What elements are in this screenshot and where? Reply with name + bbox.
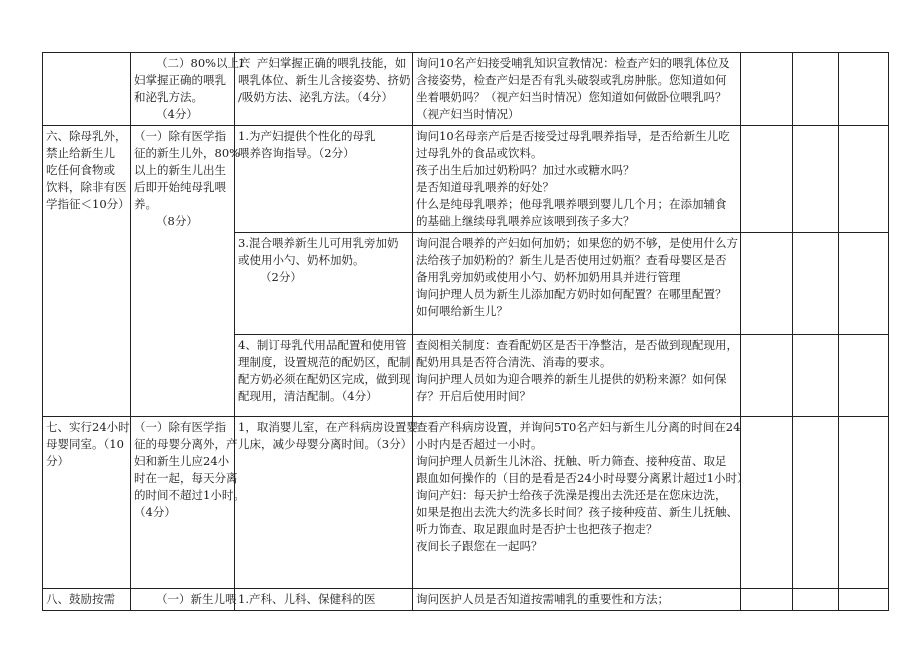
inspection-table — [42, 52, 889, 611]
item-cell: 1，取消婴儿室，在产科病房设置婴 儿床，减少母婴分离时间。（3分） — [235, 417, 413, 589]
table-row — [43, 589, 889, 611]
score-cell — [793, 417, 839, 589]
table-row — [43, 53, 889, 126]
item-cell: 3.混合喂养新生儿可用乳旁加奶 或使用小勺、奶杯加奶。 （2分） — [235, 233, 413, 335]
table-row — [43, 126, 889, 233]
method-cell: 查看产科病房设置，并询问5T0名产妇与新生儿分离的时间在24 小时内是否超过一小时。 询问护理人员新生儿沐浴、抚触、听力筛查、接种疫苗、取足 跟血如何操作的（目的是看是否24小时母婴分离累计超过1小时） 询问产妇：每天护士给孩子洗澡是搜出去洗还是在您床边洗， 如果是抱出去洗大约洗多长时间？孩子接种疫苗、新生儿抚触、 听力饰查、取足跟血时是否护士也把孩子抱走？ 夜间长子跟您在一起吗？ — [413, 417, 741, 589]
score-cell — [741, 589, 793, 611]
standard-cell: （一）新生儿喂 — [131, 589, 235, 611]
category-cell: 六、除母乳外， 禁止给新生儿 吃任何食物或 饮料，除非有医 学指征＜10分） — [43, 126, 131, 417]
score-cell — [741, 126, 793, 233]
score-cell — [741, 233, 793, 335]
score-cell — [741, 335, 793, 417]
category-cell — [43, 53, 131, 126]
method-cell: 询问混合喂养的产妇如何加奶；如果您的奶不够，是使用什么方 法给孩子加奶粉的？新生儿是否使用过奶瓶？查看母婴区是否 备用乳旁加奶或使用小勺、奶杯加奶用具并进行管理 询问护理人员为新生儿添加配方奶时如何配置？在哪里配置？ 如何喂给新生儿？ — [413, 233, 741, 335]
category-cell: 七、实行24小时 母婴同室。（10 分） — [43, 417, 131, 589]
item-cell: 4、制订母乳代用品配置和使用管 理制度，设置规范的配奶区，配制 配方奶必须在配奶区完成，做到现 配现用，清洁配制。（4分） — [235, 335, 413, 417]
score-cell — [741, 53, 793, 126]
score-cell — [793, 126, 839, 233]
score-cell — [793, 589, 839, 611]
remark-cell — [839, 126, 889, 233]
remark-cell — [839, 53, 889, 126]
method-cell: 询问10名产妇接受哺乳知识宣教情况：检查产妇的喂乳体位及 含接姿势，检查产妇是否有乳头破裂或乳房肿胀。您知道如何 坐着喂奶吗？（视产妇当时情况）您知道如何做卧位喂乳吗？ （视产妇当时情况） — [413, 53, 741, 126]
item-cell: 1.为产妇提供个性化的母乳 喂养咨询指导。（2分） — [235, 126, 413, 233]
method-cell: 查阅相关制度：查看配奶区是否干净整洁，是否做到现配现用， 配奶用具是否符合清洗、消毒的要求。 询问护理人员如为迎合喂养的新生儿提供的奶粉来源？如何保 存？开启后使用时间？ — [413, 335, 741, 417]
remark-cell — [839, 335, 889, 417]
score-cell — [741, 417, 793, 589]
score-cell — [793, 233, 839, 335]
remark-cell — [839, 417, 889, 589]
standard-cell: （一）除有医学指 征的母婴分离外，产 妇和新生儿应24小 时在一起，每天分离 的时间不超过1小时。 （4分） — [131, 417, 235, 589]
standard-cell: （二）80%以上产 妇掌握正确的喂乳 和泌乳方法。 （4分） — [131, 53, 235, 126]
category-cell: 八、鼓励按需 — [43, 589, 131, 611]
item-cell: 1.产科、儿科、保健科的医 — [235, 589, 413, 611]
method-cell: 询问10名母亲产后是否接受过母乳喂养指导，是否给新生儿吃 过母乳外的食品或饮料。 孩子出生后加过奶粉吗？加过水或糖水吗？ 是否知道母乳喂养的好处？ 什么是纯母乳喂养；他母乳喂养喂到婴儿几个月；在添加辅食 的基础上继续母乳喂养应该喂到孩子多大？ — [413, 126, 741, 233]
remark-cell — [839, 589, 889, 611]
method-cell: 询问医护人员是否知道按需哺乳的重要性和方法； — [413, 589, 741, 611]
table-row — [43, 417, 889, 589]
remark-cell — [839, 233, 889, 335]
score-cell — [793, 53, 839, 126]
score-cell — [793, 335, 839, 417]
standard-cell: （一）除有医学指 征的新生儿外，80% 以上的新生儿出生 后即开始纯母乳喂 养。 （8分） — [131, 126, 235, 417]
item-cell: 1、产妇掌握正确的喂乳技能，如 喂乳体位、新生儿含接姿势、挤奶 /吸奶方法、泌乳方法。（4分） — [235, 53, 413, 126]
